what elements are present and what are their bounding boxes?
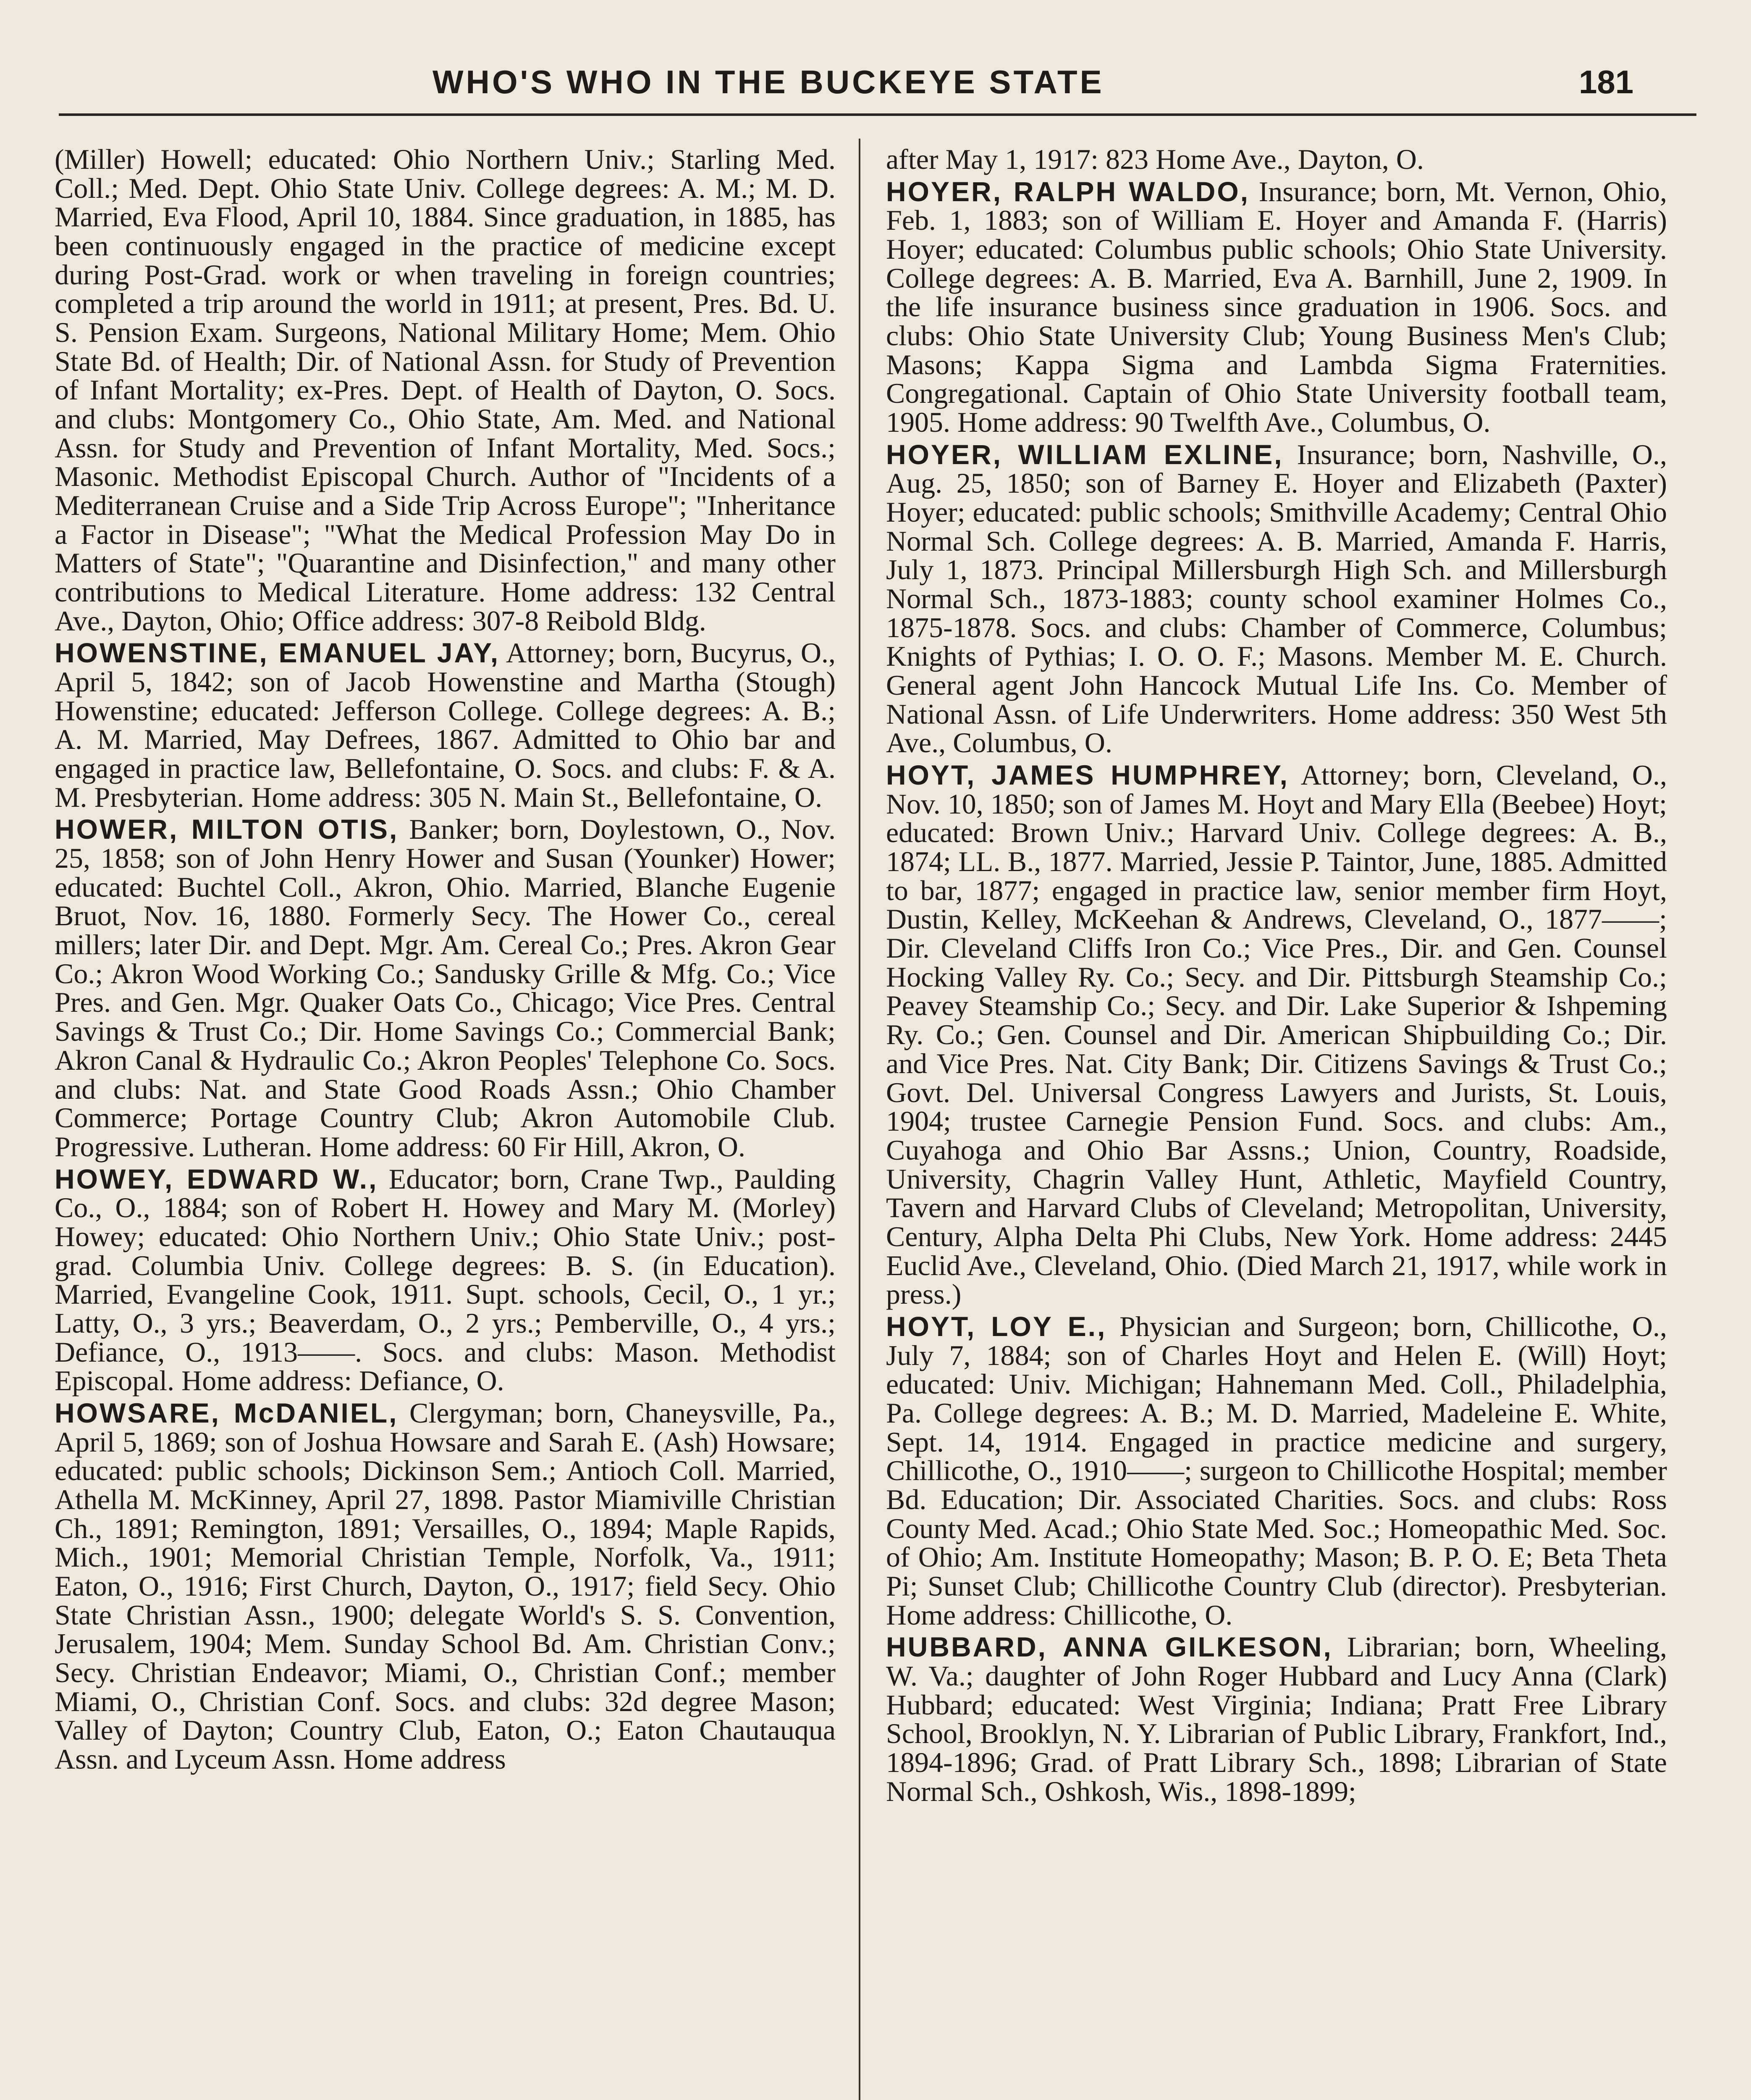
- entry-text: Attorney; born, Cleveland, O., Nov. 10, 1850; son of James M. Hoyt and Mary Ella (Beebee) Hoyt; educated: Brown Univ.; Harvard Univ. College degrees: A. B., 1874; LL. B., 1877. Married, Jessie P. Taintor, June, 1885. Admitted to bar, 1877; engaged in practice law, senior member firm Hoyt, Dustin, Kelley, McKeehan & Andrews, Cleveland, O., 1877——; Dir. Cleveland Cliffs Iron Co.; Vice Pres., Dir. and Gen. Counsel Hocking Valley Ry. Co.; Secy. and Dir. Pittsburgh Steamship Co.; Peavey Steamship Co.; Secy. and Dir. Lake Superior & Ishpeming Ry. Co.; Gen. Counsel and Dir. American Shipbuilding Co.; Dir. and Vice Pres. Nat. City Bank; Dir. Citizens Savings & Trust Co.; Govt. Del. Universal Congress Lawyers and Jurists, St. Louis, 1904; trustee Carnegie Pension Fund. Socs. and clubs: Am., Cuyahoga and Ohio Bar Assns.; Union, Country, Roadside, University, Chagrin Valley Hunt, Athletic, Mayfield Country, Tavern and Harvard Clubs of Cleveland; Metropolitan, University, Century, Alpha Delta Phi Clubs, New York. Home address: 2445 Euclid Ave., Cleveland, Ohio. (Died March 21, 1917, while work in press.): [886, 759, 1667, 1310]
- page-title: WHO'S WHO IN THE BUCKEYE STATE: [433, 63, 1104, 100]
- entry-text: Attorney; born, Bucyrus, O., April 5, 1842; son of Jacob Howenstine and Martha (Stough) Howenstine; educated: Jefferson College. College degrees: A. B.; A. M. Married, May Defrees, 1867. Admitted to Ohio bar and engaged in practice law, Bellefontaine, O. Socs. and clubs: F. & A. M. Presbyterian. Home address: 305 N. Main St., Bellefontaine, O.: [55, 637, 836, 813]
- entry-name: HOYT, LOY E.,: [886, 1310, 1107, 1342]
- entry-text: Insurance; born, Mt. Vernon, Ohio, Feb. 1, 1883; son of William E. Hoyer and Amanda F. (Harris) Hoyer; educated: Columbus public schools; Ohio State University. College degrees: A. B. Married, Eva A. Barnhill, June 2, 1909. In the life insurance business since graduation in 1906. Socs. and clubs: Ohio State University Club; Young Business Men's Club; Masons; Kappa Sigma and Lambda Sigma Fraternities. Congregational. Captain of Ohio State University football team, 1905. Home address: 90 Twelfth Ave., Columbus, O.: [886, 175, 1667, 438]
- entry-name: HUBBARD, ANNA GILKESON,: [886, 1631, 1333, 1663]
- entry-name: HOWER, MILTON OTIS,: [55, 814, 399, 845]
- biography-entry: [55, 1396, 836, 1775]
- entry-name: HOYT, JAMES HUMPHREY,: [886, 759, 1289, 791]
- column-divider: [859, 139, 860, 2100]
- entry-text: Educator; born, Crane Twp., Paulding Co., O., 1884; son of Robert H. Howey and Mary M. (Morley) Howey; educated: Ohio Northern Univ.; Ohio State Univ.; post-grad. Columbia Univ. College degrees: B. S. (in Education). Married, Evangeline Cook, 1911. Supt. schools, Cecil, O., 1 yr.; Latty, O., 3 yrs.; Beaverdam, O., 2 yrs.; Pemberville, O., 4 yrs.; Defiance, O., 1913——. Socs. and clubs: Mason. Methodist Episcopal. Home address: Defiance, O.: [55, 1163, 836, 1397]
- biography-entry: [886, 1633, 1667, 1806]
- biography-entry: [886, 177, 1667, 437]
- entry-name: HOWEY, EDWARD W.,: [55, 1163, 378, 1194]
- entry-name: HOWSARE, McDANIEL,: [55, 1397, 398, 1428]
- entry-text: Insurance; born, Nashville, O., Aug. 25, 1850; son of Barney E. Hoyer and Elizabeth (Paxter) Hoyer; educated: public schools; Smithville Academy; Central Ohio Normal Sch. College degrees: A. B. Married, Amanda F. Harris, July 1, 1873. Principal Millersburgh High Sch. and Millersburgh Normal Sch., 1873-1883; county school examiner Holmes Co., 1875-1878. Socs. and clubs: Chamber of Commerce, Columbus; Knights of Pythias; I. O. O. F.; Masons. Member M. E. Church. General agent John Hancock Mutual Life Ins. Co. Member of National Assn. of Life Underwriters. Home address: 350 West 5th Ave., Columbus, O.: [886, 438, 1667, 759]
- entry-name: HOYER, RALPH WALDO,: [886, 176, 1250, 207]
- biography-entry: [886, 1312, 1667, 1629]
- biography-entry: [55, 815, 836, 1161]
- page-number: 181: [1579, 63, 1634, 100]
- biography-entry: [55, 1165, 836, 1395]
- right-column: [886, 145, 1667, 2100]
- continued-entry-text: after May 1, 1917: 823 Home Ave., Dayton, O.: [886, 145, 1424, 175]
- entry-text: Banker; born, Doylestown, O., Nov. 25, 1858; son of John Henry Hower and Susan (Younker) Hower; educated: Buchtel Coll., Akron, Ohio. Married, Blanche Eugenie Bruot, Nov. 16, 1880. Formerly Secy. The Hower Co., cereal millers; later Dir. and Dept. Mgr. Am. Cereal Co.; Pres. Akron Gear Co.; Akron Wood Working Co.; Sandusky Grille & Mfg. Co.; Vice Pres. and Gen. Mgr. Quaker Oats Co., Chicago; Vice Pres. Central Savings & Trust Co.; Dir. Home Savings Co.; Commercial Bank; Akron Canal & Hydraulic Co.; Akron Peoples' Telephone Co. Socs. and clubs: Nat. and State Good Roads Assn.; Ohio Chamber Commerce; Portage Country Club; Akron Automobile Club. Progressive. Lutheran. Home address: 60 Fir Hill, Akron, O.: [55, 813, 836, 1163]
- entry-text: Physician and Surgeon; born, Chillicothe, O., July 7, 1884; son of Charles Hoyt and Helen E. (Will) Hoyt; educated: Univ. Michigan; Hahnemann Med. Coll., Philadelphia, Pa. College degrees: A. B.; M. D. Married, Madeleine E. White, Sept. 14, 1914. Engaged in practice medicine and surgery, Chillicothe, O., 1910——; surgeon to Chillicothe Hospital; member Bd. Education; Dir. Associated Charities. Socs. and clubs: Ross County Med. Acad.; Ohio State Med. Soc.; Homeopathic Med. Soc. of Ohio; Am. Institute Homeopathy; Mason; B. P. O. E; Beta Theta Pi; Sunset Club; Chillicothe Country Club (director). Presbyterian. Home address: Chillicothe, O.: [886, 1310, 1667, 1631]
- biography-entry: [886, 440, 1667, 757]
- entry-name: HOWENSTINE, EMANUEL JAY,: [55, 637, 500, 669]
- left-column: [55, 145, 836, 2100]
- entry-name: HOYER, WILLIAM EXLINE,: [886, 438, 1284, 470]
- entry-text: Librarian; born, Wheeling, W. Va.; daughter of John Roger Hubbard and Lucy Anna (Clark) Hubbard; educated: West Virginia; Indiana; Pratt Free Library School, Brooklyn, N. Y. Librarian of Public Library, Frankfort, Ind., 1894-1896; Grad. of Pratt Library Sch., 1898; Librarian of State Normal Sch., Oshkosh, Wis., 1898-1899;: [886, 1631, 1667, 1807]
- biography-entry: [886, 761, 1667, 1309]
- continued-entry-text: (Miller) Howell; educated: Ohio Northern Univ.; Starling Med. Coll.; Med. Dept. Ohio State Univ. College degrees: A. M.; M. D. Married, Eva Flood, April 10, 1884. Since graduation, in 1885, has been continuously engaged in the practice of medicine except during Post-Grad. work or when traveling in foreign countries; completed a trip around the world in 1911; at present, Pres. Bd. U. S. Pension Exam. Surgeons, National Military Home; Mem. Ohio State Bd. of Health; Dir. of National Assn. for Study of Prevention of Infant Mortality; ex-Pres. Dept. of Health of Dayton, O. Socs. and clubs: Montgomery Co., Ohio State, Am. Med. and National Assn. for Study and Prevention of Infant Mortality, Med. Socs.; Masonic. Methodist Episcopal Church. Author of "Incidents of a Mediterranean Cruise and a Side Trip Across Europe"; "Inheritance a Factor in Disease"; "What the Medical Profession May Do in Matters of State"; "Quarantine and Disinfection," and many other contributions to Medical Literature. Home address: 132 Central Ave., Dayton, Ohio; Office address: 307-8 Reibold Bldg.: [55, 145, 836, 637]
- entry-text: Clergyman; born, Chaneysville, Pa., April 5, 1869; son of Joshua Howsare and Sarah E. (Ash) Howsare; educated: public schools; Dickinson Sem.; Antioch Coll. Married, Athella M. McKinney, April 27, 1898. Pastor Miamiville Christian Ch., 1891; Remington, 1891; Versailles, O., 1894; Maple Rapids, Mich., 1901; Memorial Christian Temple, Norfolk, Va., 1911; Eaton, O., 1916; First Church, Dayton, O., 1917; field Secy. Ohio State Christian Assn., 1900; delegate World's S. S. Convention, Jerusalem, 1904; Mem. Sunday School Bd. Am. Christian Conv.; Secy. Christian Endeavor; Miami, O., Christian Conf.; member Miami, O., Christian Conf. Socs. and clubs: 32d degree Mason; Valley of Dayton; Country Club, Eaton, O.; Eaton Chautauqua Assn. and Lyceum Assn. Home address: [55, 1396, 836, 1775]
- header-rule: [59, 113, 1696, 116]
- biography-entry: [55, 638, 836, 811]
